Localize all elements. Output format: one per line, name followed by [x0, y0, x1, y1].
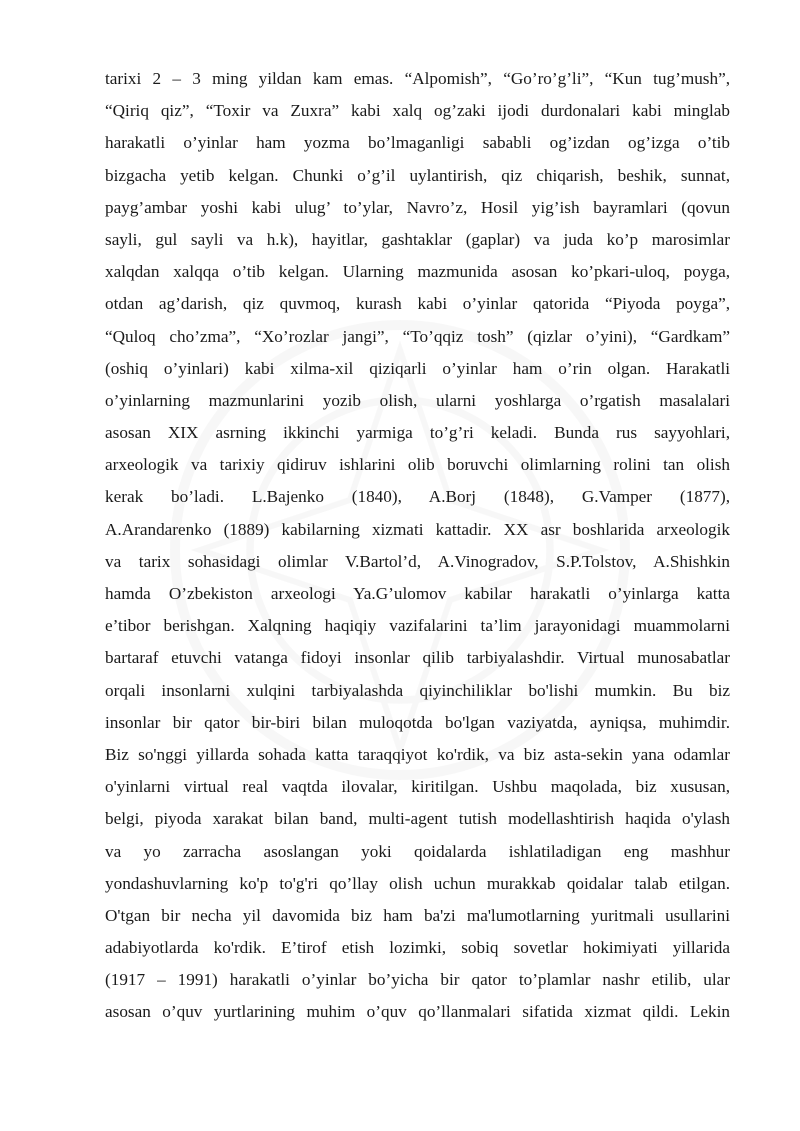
text-line: bartaraf etuvchi vatanga fidoyi insonlar qilib tarbiyalashdir. Virtual munosabatlar [105, 648, 730, 668]
text-line: orqali insonlarni xulqini tarbiyalashda qiyinchiliklar bo'lishi mumkin. Bu biz [105, 680, 730, 700]
text-line: kerak bo’ladi. L.Bajenko (1840), A.Borj (1848), G.Vamper (1877), [105, 487, 730, 507]
text-line: “Qiriq qiz”, “Toxir va Zuxra” kabi xalq og’zaki ijodi durdonalari kabi minglab [105, 101, 730, 121]
document-body [105, 63, 730, 1029]
text-line: otdan ag’darish, qiz quvmoq, kurash kabi o’yinlar qatorida “Piyoda poyga”, [105, 294, 730, 314]
text-line: (oshiq o’yinlari) kabi xilma-xil qiziqarli o’yinlar ham o’rin olgan. Harakatli [105, 358, 730, 378]
text-line: o’yinlarning mazmunlarini yozib olish, ularni yoshlarga o’rgatish masalalari [105, 390, 730, 410]
text-line: A.Arandarenko (1889) kabilarning xizmati kattadir. XX asr boshlarida arxeologik [105, 519, 730, 539]
text-line: hamda O’zbekiston arxeologi Ya.G’ulomov kabilar harakatli o’yinlarga katta [105, 584, 730, 603]
text-line: yondashuvlarning ko'p to'g'ri qo’llay olish uchun murakkab qoidalar talab etilgan. [105, 873, 730, 893]
text-line: tarixi 2 – 3 ming yildan kam emas. “Alpomish”, “Go’ro’g’li”, “Kun tug’mush”, [105, 69, 730, 88]
text-line: va yo zarracha asoslangan yoki qoidalarda ishlatiladigan eng mashhur [105, 841, 730, 861]
text-line: va tarix sohasidagi olimlar V.Bartol’d, A.Vinogradov, S.P.Tolstov, A.Shishkin [105, 551, 730, 571]
text-line: “Quloq cho’zma”, “Xo’rozlar jangi”, “To’qqiz tosh” (qizlar o’yini), “Gardkam” [105, 326, 730, 346]
text-line: asosan o’quv yurtlarining muhim o’quv qo’llanmalari sifatida xizmat qildi. Lekin [105, 1002, 730, 1022]
text-line: Biz so'nggi yillarda sohada katta taraqqiyot ko'rdik, va biz asta-sekin yana odamlar [105, 744, 730, 764]
text-line: sayli, gul sayli va h.k), hayitlar, gashtaklar (gaplar) va juda ko’p marosimlar [105, 229, 730, 249]
text-line: payg’ambar yoshi kabi ulug’ to’ylar, Navro’z, Hosil yig’ish bayramlari (qovun [105, 197, 730, 217]
text-line: O'tgan bir necha yil davomida biz ham ba'zi ma'lumotlarning yuritmali usullarini [105, 905, 730, 925]
text-line: e’tibor berishgan. Xalqning haqiqiy vazifalarini ta’lim jarayonidagi muammolarni [105, 616, 730, 636]
text-line: insonlar bir qator bir-biri bilan muloqotda bo'lgan vaziyatda, ayniqsa, muhimdir. [105, 712, 730, 732]
text-line: xalqdan xalqqa o’tib kelgan. Ularning mazmunida asosan ko’pkari-uloq, poyga, [105, 262, 730, 282]
text-line: harakatli o’yinlar ham yozma bo’lmaganligi sababli og’izdan og’izga o’tib [105, 133, 730, 153]
text-line: arxeologik va tarixiy qidiruv ishlarini olib boruvchi olimlarning rolini tan olish [105, 455, 730, 475]
text-line: belgi, piyoda xarakat bilan band, multi-agent tutish modellashtirish haqida o'ylash [105, 809, 730, 829]
text-line: asosan XIX asrning ikkinchi yarmiga to’g’ri keladi. Bunda rus sayyohlari, [105, 423, 730, 443]
text-line: o'yinlarni virtual real vaqtda ilovalar, kiritilgan. Ushbu maqolada, biz xususan, [105, 777, 730, 797]
text-line: bizgacha yetib kelgan. Chunki o’g’il uylantirish, qiz chiqarish, beshik, sunnat, [105, 165, 730, 185]
text-line: (1917 – 1991) harakatli o’yinlar bo’yicha bir qator to’plamlar nashr etilib, ular [105, 970, 730, 990]
text-line: adabiyotlarda ko'rdik. E’tirof etish lozimki, sobiq sovetlar hokimiyati yillarida [105, 938, 730, 958]
